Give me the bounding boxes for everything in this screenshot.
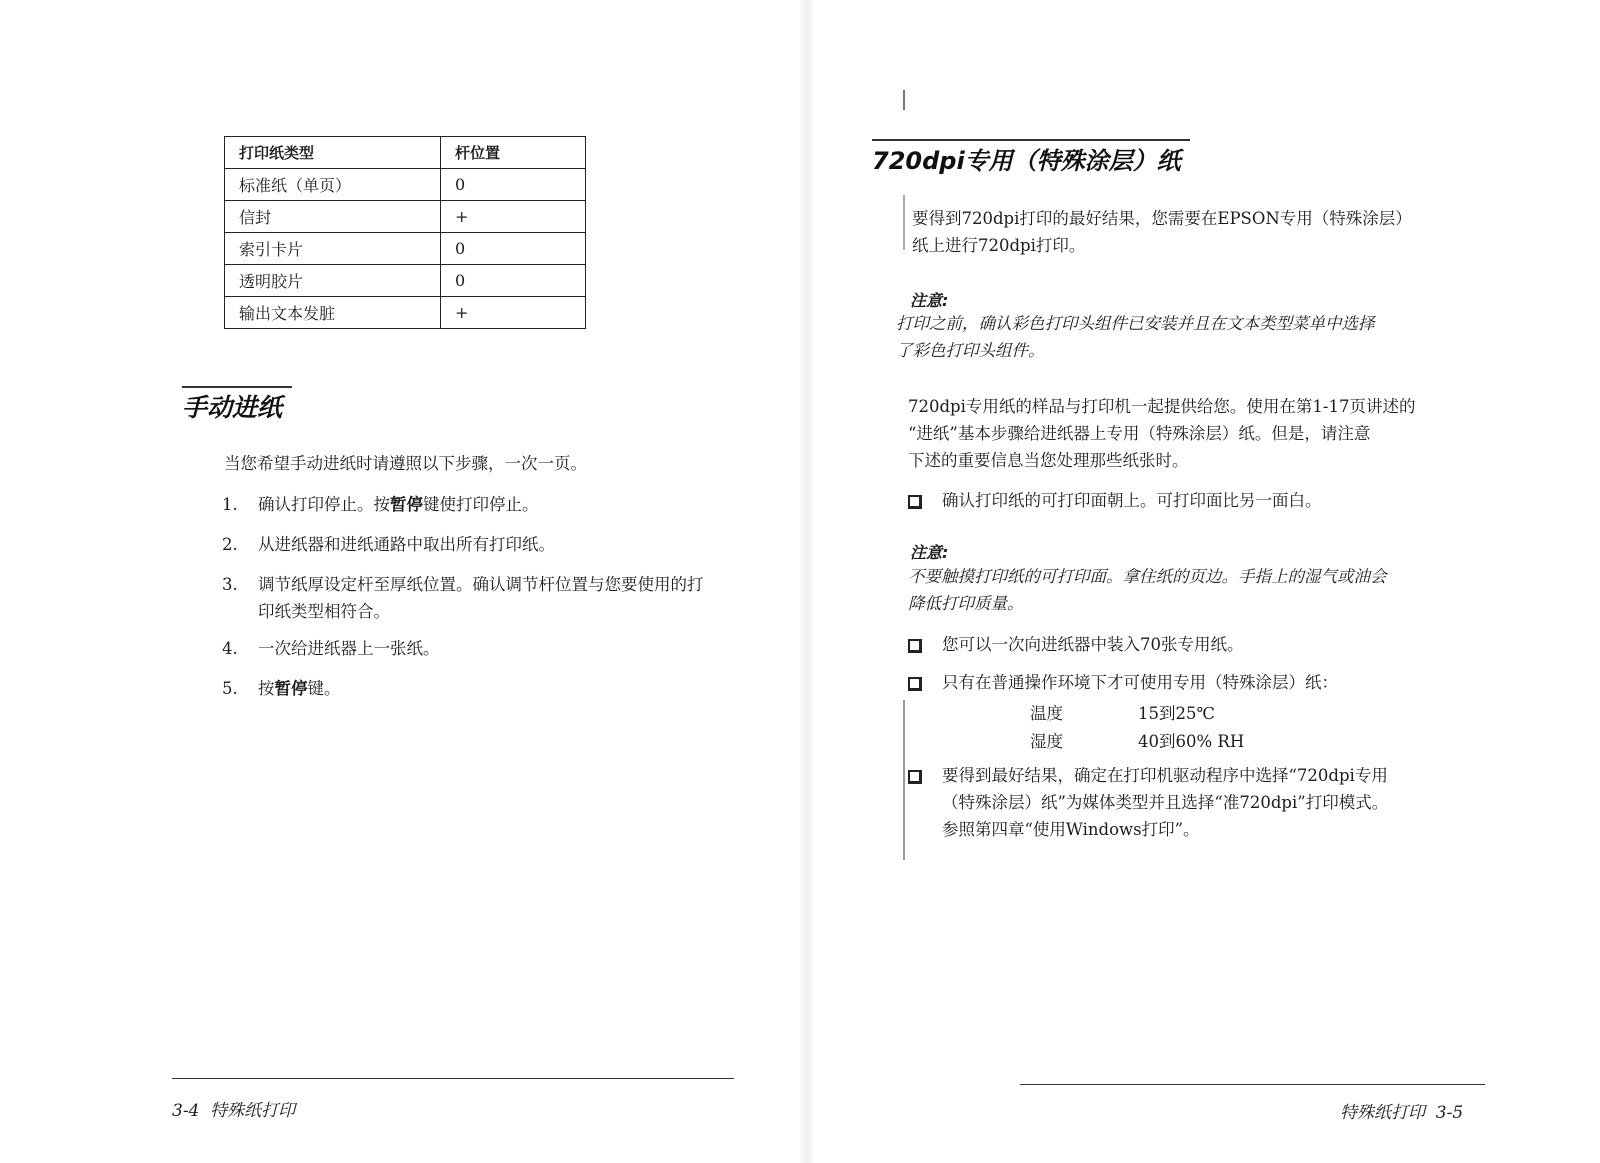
table-cell: + xyxy=(441,201,586,233)
step-text: 从进纸器和进纸通路中取出所有打印纸。 xyxy=(258,535,555,554)
step-number: 5. xyxy=(222,679,238,698)
bullet-item: 您可以一次向进纸器中装入70张专用纸。 xyxy=(908,631,1508,659)
table-cell: 索引卡片 xyxy=(225,233,441,265)
note-text: 不要触摸打印纸的可打印面。拿住纸的页边。手指上的湿气或油会 降低打印质量。 xyxy=(908,567,1387,613)
condition-label-temperature: 温度 xyxy=(1030,704,1063,723)
step-4 xyxy=(222,635,802,663)
table-cell: 透明胶片 xyxy=(225,265,441,297)
condition-value-temperature: 15到25℃ xyxy=(1138,704,1215,723)
scan-artifact-line xyxy=(903,700,905,860)
condition-value-humidity: 40到60% RH xyxy=(1138,732,1245,751)
table-cell: 0 xyxy=(441,233,586,265)
note-label: 注意: xyxy=(910,291,949,310)
note-text: 打印之前，确认彩色打印头组件已安装并且在文本类型菜单中选择 了彩色打印头组件。 xyxy=(896,314,1375,360)
paper-type-table xyxy=(224,136,586,329)
step-number: 3. xyxy=(222,575,238,594)
step-text: 确认打印停止。按暂停键使打印停止。 xyxy=(258,495,539,514)
footer-rule xyxy=(172,1078,734,1079)
table-cell: 标准纸（单页） xyxy=(225,169,441,201)
step-number: 1. xyxy=(222,495,238,514)
intro-paragraph: 要得到720dpi打印的最好结果，您需要在EPSON专用（特殊涂层） 纸上进行720dpi打印。 xyxy=(912,209,1412,255)
table-row xyxy=(225,169,586,201)
column-header-paper-type: 打印纸类型 xyxy=(225,137,441,169)
intro-paragraph: 当您希望手动进纸时请遵照以下步骤，一次一页。 xyxy=(224,454,587,473)
section-heading-720dpi-paper: 720dpi专用（特殊涂层）纸 xyxy=(872,147,1181,175)
step-text: 按暂停键。 xyxy=(258,679,341,698)
step-text: 调节纸厚设定杆至厚纸位置。确认调节杆位置与您要使用的打 印纸类型相符合。 xyxy=(258,575,704,621)
note-label: 注意: xyxy=(910,543,949,562)
footer-rule xyxy=(1020,1084,1485,1085)
step-5 xyxy=(222,675,802,703)
table-row xyxy=(225,265,586,297)
table-row xyxy=(225,201,586,233)
condition-label-humidity: 湿度 xyxy=(1030,732,1063,751)
left-page-footer: 3-4 特殊纸打印 xyxy=(172,1101,296,1121)
bullet-item: 确认打印纸的可打印面朝上。可打印面比另一面白。 xyxy=(908,487,1508,515)
table-header-row xyxy=(225,137,586,169)
table-cell: 信封 xyxy=(225,201,441,233)
book-gutter xyxy=(800,0,814,1163)
bullet-item: 只有在普通操作环境下才可使用专用（特殊涂层）纸： xyxy=(908,669,1508,697)
step-1 xyxy=(222,491,802,519)
pause-key-name: 暂停 xyxy=(274,679,308,698)
table-cell: 0 xyxy=(441,265,586,297)
table-cell: + xyxy=(441,297,586,329)
bullet-item: 要得到最好结果，确定在打印机驱动程序中选择“720dpi专用 （特殊涂层）纸”为媒体类型并且选择“准720dpi”打印模式。 参照第四章“使用Windows打印”。 xyxy=(908,762,1528,846)
right-page-footer: 特殊纸打印 3-5 xyxy=(1340,1103,1464,1123)
checkbox-bullet-icon xyxy=(908,770,922,784)
checkbox-bullet-icon xyxy=(908,677,922,691)
step-number: 2. xyxy=(222,535,238,554)
checkbox-bullet-icon xyxy=(908,495,922,509)
checkbox-bullet-icon xyxy=(908,639,922,653)
pause-key-name: 暂停 xyxy=(390,495,423,514)
scan-artifact-line xyxy=(903,195,905,250)
step-2 xyxy=(222,531,802,559)
section-heading-manual-feed: 手动进纸 xyxy=(182,393,283,422)
table-cell: 0 xyxy=(441,169,586,201)
step-number: 4. xyxy=(222,639,238,658)
table-row xyxy=(225,297,586,329)
table-cell: 输出文本发脏 xyxy=(225,297,441,329)
step-3 xyxy=(222,571,802,627)
column-header-lever-position: 杆位置 xyxy=(441,137,586,169)
table-row xyxy=(225,233,586,265)
scan-artifact-line xyxy=(903,90,905,110)
sample-paper-paragraph: 720dpi专用纸的样品与打印机一起提供给您。使用在第1-17页讲述的 “进纸”基本步骤给进纸器上专用（特殊涂层）纸。但是，请注意 下述的重要信息当您处理那些纸张时。 xyxy=(908,397,1416,470)
step-text: 一次给进纸器上一张纸。 xyxy=(258,639,440,658)
